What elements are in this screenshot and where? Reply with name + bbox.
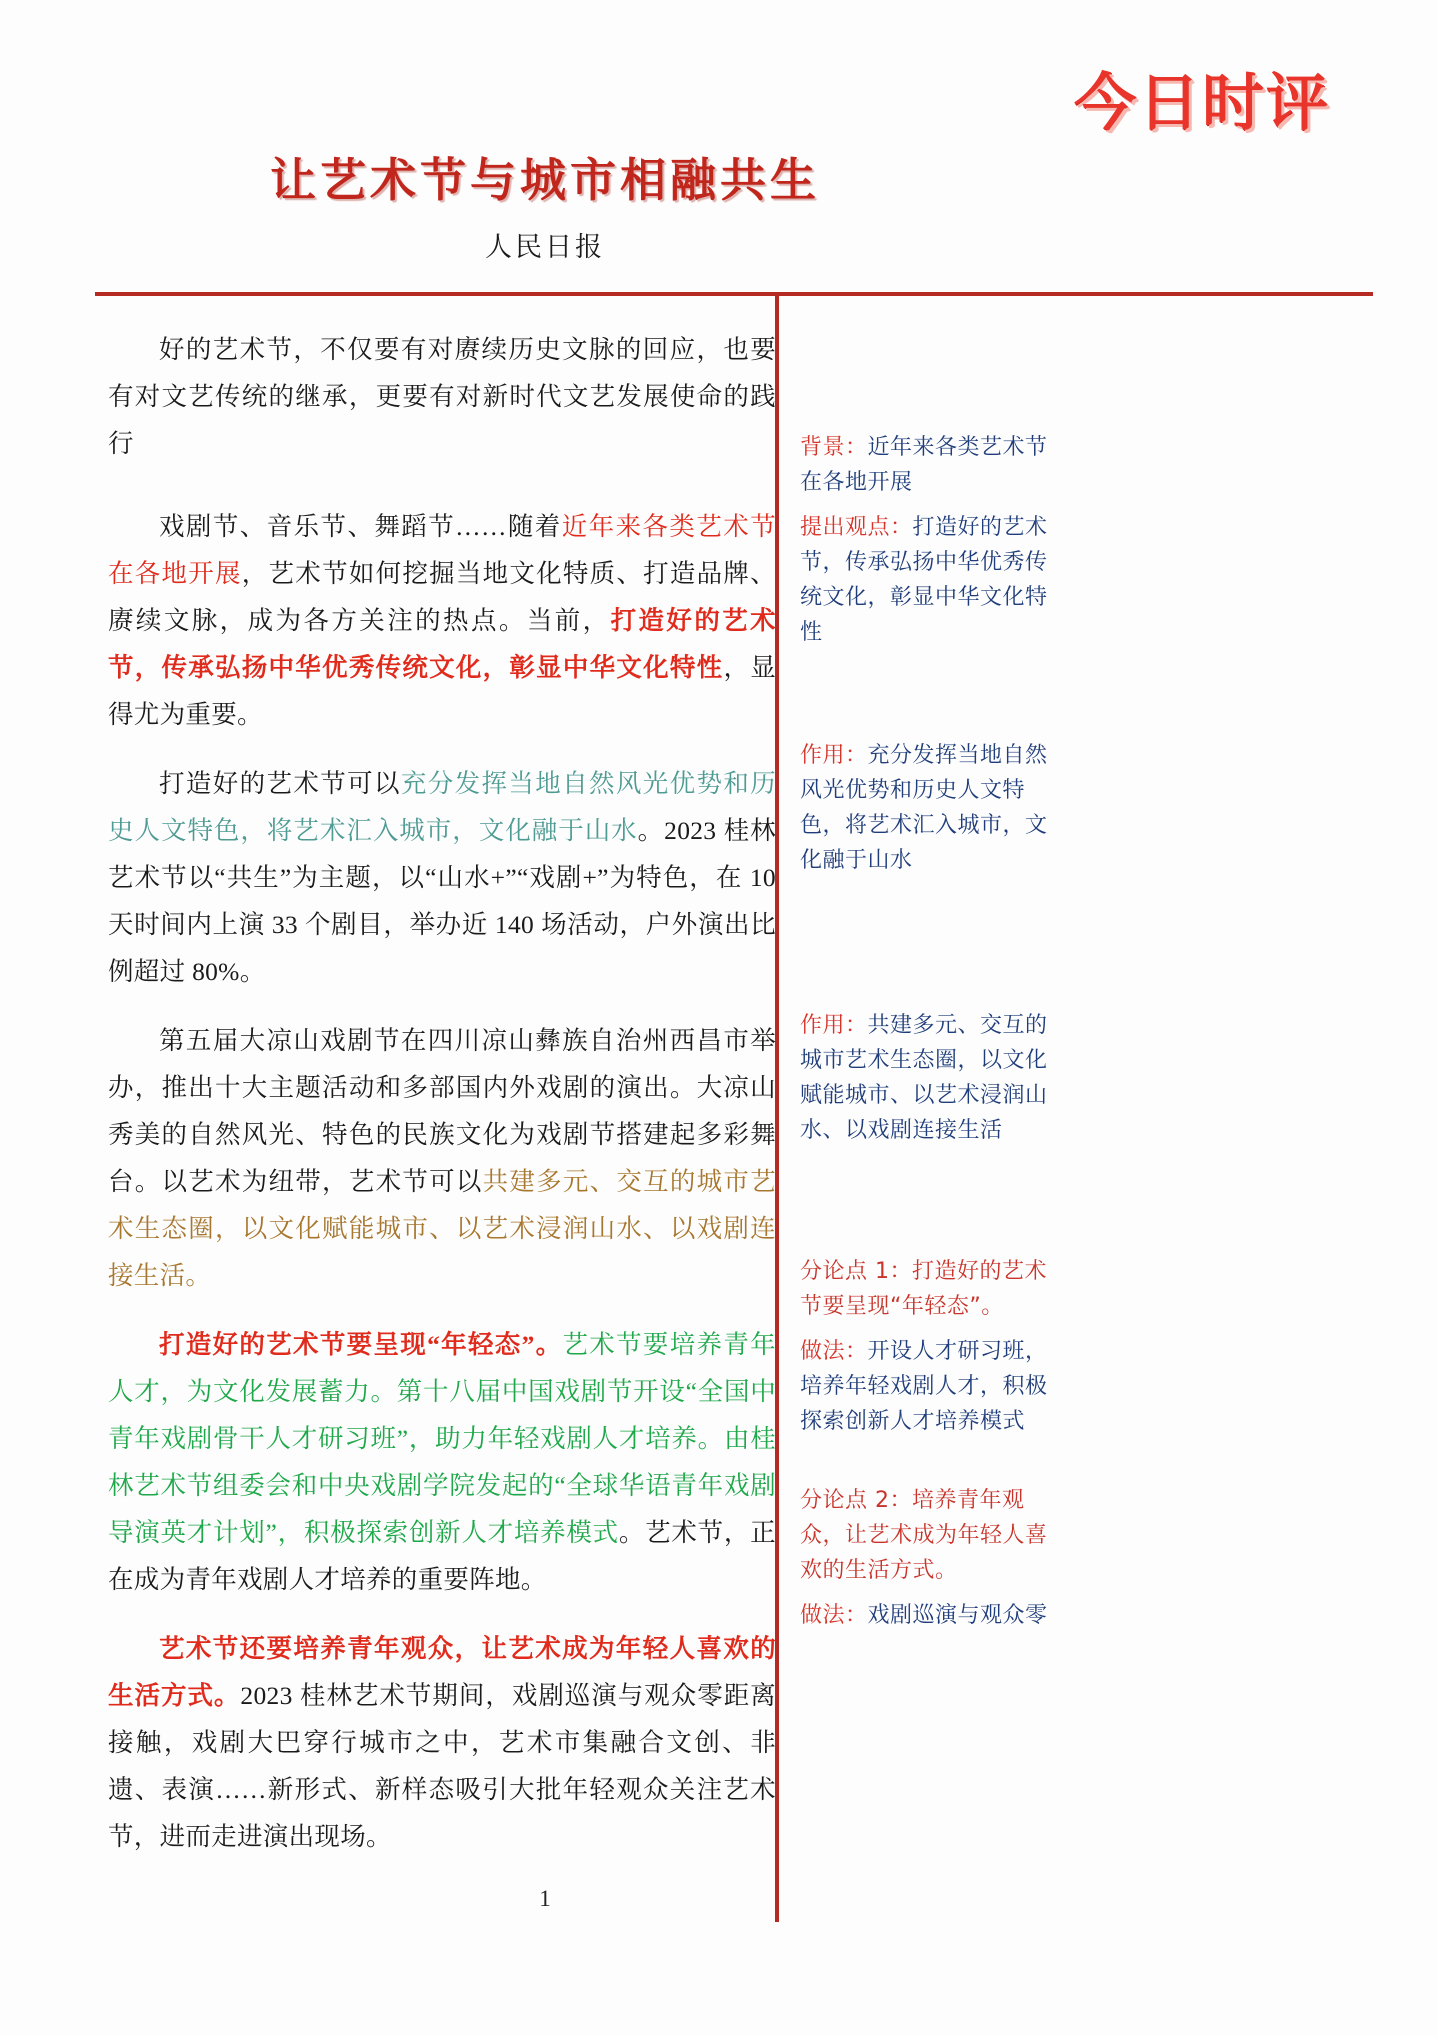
note-subpoint-2-body: 培养青年观众，让艺术成为年轻人喜欢的生活方式。 — [800, 1488, 1048, 1583]
note-function-2-label: 作用： — [800, 1013, 868, 1038]
p4-seg1: 第五届大凉山戏剧节在四川凉山彝族自治州西昌市举办，推出十大主题活动和多部国内外戏剧的演出。大凉山秀美的自然风光、特色的民族文化为戏剧节搭建起多彩舞台。以艺术为纽带，艺术节可以 — [108, 1026, 776, 1196]
lede-text: 好的艺术节，不仅要有对赓续历史文脉的回应，也要有对文艺传统的继承，更要有对新时代文艺发展使命的践行 — [108, 335, 776, 458]
note-function-1-label: 作用： — [800, 743, 868, 768]
p5-seg3: 。艺术节，正在成为青年戏剧人才培养的重要阵地。 — [108, 1518, 776, 1594]
note-background-label: 背景： — [800, 435, 868, 460]
p5-highlight-red-bold: 打造好的艺术节要呈现“年轻态”。 — [159, 1330, 563, 1359]
note-function-2 — [800, 1008, 1068, 1148]
paragraph-4 — [108, 1017, 776, 1299]
note-function-1-body: 充分发挥当地自然风光优势和历史人文特色，将艺术汇入城市，文化融于山水 — [800, 743, 1048, 873]
note-viewpoint-body: 打造好的艺术节，传承弘扬中华优秀传统文化，彰显中华文化特性 — [800, 515, 1048, 645]
paragraph-lede — [108, 326, 776, 467]
paragraph-5 — [108, 1321, 776, 1603]
note-spacer-3 — [800, 1158, 1068, 1254]
note-method-1-body: 开设人才研习班，培养年轻戏剧人才，积极探索创新人才培养模式 — [800, 1339, 1048, 1434]
note-viewpoint — [800, 510, 1068, 650]
note-background-body: 近年来各类艺术节在各地开展 — [800, 435, 1048, 495]
note-subpoint-2-label: 分论点 2： — [800, 1488, 912, 1513]
paragraph-2 — [108, 503, 776, 738]
note-function-2-body: 共建多元、交互的城市艺术生态圈，以文化赋能城市、以艺术浸润山水、以戏剧连接生活 — [800, 1013, 1048, 1143]
page-title: 让艺术节与城市相融共生 — [270, 155, 820, 206]
note-viewpoint-label: 提出观点： — [800, 515, 913, 540]
article-body — [108, 326, 776, 1882]
p3-seg3: 。2023 桂林艺术节以“共生”为主题，以“山水+”“戏剧+”为特色，在 10 天时间内上演 33 个剧目，举办近 140 场活动，户外演出比例超过 80%。 — [108, 816, 776, 986]
note-method-1-label: 做法： — [800, 1339, 868, 1364]
note-spacer-2 — [800, 888, 1068, 1008]
p2-seg3: ，艺术节如何挖掘当地文化特质、打造品牌、赓续文脉，成为各方关注的热点。当前， — [108, 559, 776, 635]
note-background — [800, 430, 1068, 500]
paragraph-6 — [108, 1625, 776, 1860]
p6-seg2: 2023 桂林艺术节期间，戏剧巡演与观众零距离接触，戏剧大巴穿行城市之中，艺术市集融合文创、非遗、表演……新形式、新样态吸引大批年轻观众关注艺术节，进而走进演出现场。 — [108, 1681, 776, 1851]
annotation-column — [800, 430, 1068, 1643]
p2-seg1: 戏剧节、音乐节、舞蹈节……随着 — [159, 512, 562, 541]
masthead-logo: 今日时评 — [1073, 66, 1330, 139]
note-subpoint-1-body: 打造好的艺术节要呈现“年轻态”。 — [800, 1259, 1048, 1319]
note-method-2-label: 做法： — [800, 1603, 868, 1628]
note-spacer-4 — [800, 1449, 1068, 1483]
byline: 人民日报 — [485, 232, 605, 262]
p6-highlight-red-bold: 艺术节还要培养青年观众，让艺术成为年轻人喜欢的生活方式。 — [108, 1634, 776, 1710]
header-divider-rule — [95, 292, 1373, 296]
note-method-2-body: 戏剧巡演与观众零 — [867, 1603, 1048, 1628]
p3-seg1: 打造好的艺术节可以 — [159, 769, 401, 798]
note-spacer-1 — [800, 660, 1068, 738]
paragraph-3 — [108, 760, 776, 995]
p2-highlight-red-bold: 打造好的艺术节，传承弘扬中华优秀传统文化，彰显中华文化特性 — [108, 606, 776, 682]
note-subpoint-1-label: 分论点 1： — [800, 1259, 912, 1284]
page-number: 1 — [539, 1886, 551, 1911]
p5-highlight-green: 艺术节要培养青年人才，为文化发展蓄力。第十八届中国戏剧节开设“全国中青年戏剧骨干人才研习班”，助力年轻戏剧人才培养。由桂林艺术节组委会和中央戏剧学院发起的“全球华语青年戏剧导演英才计划”，积极探索创新人才培养模式 — [108, 1330, 776, 1547]
p2-highlight-red: 近年来各类艺术节在各地开展 — [108, 512, 776, 588]
p2-seg5: ，显得尤为重要。 — [108, 653, 776, 729]
note-function-1 — [800, 738, 1068, 878]
p4-highlight-bronze: 共建多元、交互的城市艺术生态圈，以文化赋能城市、以艺术浸润山水、以戏剧连接生活。 — [108, 1167, 776, 1290]
p3-highlight-teal: 充分发挥当地自然风光优势和历史人文特色，将艺术汇入城市，文化融于山水 — [108, 769, 777, 845]
note-method-2 — [800, 1598, 1068, 1633]
note-method-1 — [800, 1334, 1068, 1439]
note-subpoint-2 — [800, 1483, 1068, 1588]
note-subpoint-1 — [800, 1254, 1068, 1324]
